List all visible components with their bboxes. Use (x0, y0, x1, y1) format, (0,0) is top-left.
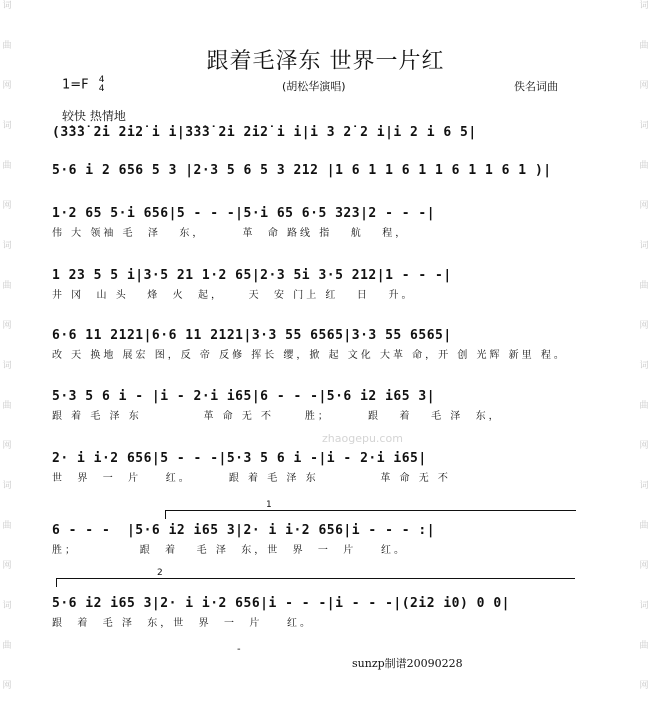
edge-watermark-text: 曲 (639, 41, 649, 51)
song-title: 跟着毛泽东 世界一片红 (206, 49, 445, 74)
edge-watermark-text: 网 (2, 441, 12, 451)
tempo-marking: 较快 热情地 (62, 109, 126, 123)
edge-watermark-text: 曲 (639, 401, 649, 411)
edge-watermark-text: 词 (2, 1, 12, 11)
right-watermark-strip (637, 0, 651, 707)
time-signature (99, 76, 105, 94)
first-ending-number: 1 (266, 500, 272, 510)
lyrics-line: 井 冈 山 头 烽 火 起， 天 安 门上 红 日 升。 (52, 290, 415, 301)
edge-watermark-text: 词 (2, 121, 12, 131)
score-row-8 (52, 522, 582, 558)
score-row-3 (52, 205, 582, 241)
score-row-1 (52, 124, 582, 160)
edge-watermark-text: 曲 (2, 281, 12, 291)
edge-watermark-text: 词 (639, 481, 649, 491)
notes-line: 6 - - - |5·6 i2 i65 3|2· i i·2 656|i - - - :| (52, 523, 436, 538)
notes-line: 5·6 i2 i65 3|2· i i·2 656|i - - -|i - - -|(2i2 i0) 0 0| (52, 596, 510, 611)
notes-line: 1 23 5 5 i|3·5 21 1·2 65|2·3 5i 3·5 212|1 - - -| (52, 268, 452, 283)
lyrics-line: 改 天 换地 展宏 图，反 帝 反修 挥长 缨，掀 起 文化 大革 命，开 创 光辉 新里 程。 (52, 350, 567, 361)
score-row-2 (52, 162, 582, 198)
edge-watermark-text: 曲 (2, 641, 12, 651)
score-row-7 (52, 450, 582, 486)
edge-watermark-text: 网 (639, 81, 649, 91)
edge-watermark-text: 网 (2, 681, 12, 691)
score-row-9 (52, 595, 582, 631)
edge-watermark-text: 曲 (2, 41, 12, 51)
second-ending-number: 2 (157, 568, 163, 578)
edge-watermark-text: 曲 (639, 281, 649, 291)
lyrics-line (52, 184, 582, 198)
transcriber-footer: sunzp制谱20090228 (352, 657, 463, 670)
edge-watermark-text: 曲 (639, 641, 649, 651)
edge-watermark-text: 曲 (2, 401, 12, 411)
center-watermark: zhaogepu.com (322, 432, 403, 445)
singer-credit: (胡松华演唱) (282, 80, 346, 93)
edge-watermark-text: 曲 (2, 161, 12, 171)
score-row-4 (52, 267, 582, 303)
notes-line: 2· i i·2 656|5 - - -|5·3 5 6 i -|i - 2·i i65| (52, 451, 427, 466)
edge-watermark-text: 词 (639, 361, 649, 371)
score-row-5 (52, 327, 582, 363)
notes-line: 5·6 i 2 656 5 3 |2·3 5 6 5 3 212 |1 6 1 1 6 1 1 6 1 1 6 1 )| (52, 163, 552, 178)
notes-line: (3̇3̇3̇ 2̇i 2̇i2̇ i i|3̇3̇3̇ 2̇i 2̇i2̇ i i|i 3 2̇ 2 i|i 2 i 6 5| (52, 125, 477, 140)
edge-watermark-text: 曲 (639, 161, 649, 171)
notes-line: 5·3 5 6 i - |i - 2·i i65|6 - - -|5·6 i2 i65 3| (52, 389, 436, 404)
edge-watermark-text: 网 (639, 441, 649, 451)
edge-watermark-text: 词 (2, 481, 12, 491)
edge-watermark-text: 网 (639, 681, 649, 691)
lyrics-line: 世 界 一 片 红。 跟 着 毛 泽 东 革 命 无 不 (52, 473, 451, 484)
edge-watermark-text: 词 (639, 121, 649, 131)
lyrics-line: 跟 着 毛 泽 东 革 命 无 不 胜； 跟 着 毛 泽 东， (52, 411, 502, 422)
edge-watermark-text: 词 (639, 601, 649, 611)
lyrics-line: 伟 大 领袖 毛 泽 东， 革 命 路线 指 航 程， (52, 228, 409, 239)
edge-watermark-text: 词 (2, 241, 12, 251)
edge-watermark-text: 词 (639, 1, 649, 11)
edge-watermark-text: 网 (639, 201, 649, 211)
score-row-6 (52, 388, 582, 424)
first-ending-bracket (165, 500, 576, 519)
lyrics-line: 胜； 跟 着 毛 泽 东，世 界 一 片 红。 (52, 545, 408, 556)
time-sig-top: 4 (98, 75, 105, 85)
edge-watermark-text: 网 (2, 561, 12, 571)
time-sig-bottom: 4 (98, 84, 105, 94)
edge-watermark-text: 网 (2, 81, 12, 91)
lyrics-line (52, 146, 582, 160)
edge-watermark-text: 网 (2, 321, 12, 331)
key-label: 1=F (62, 77, 89, 93)
second-ending-bracket (56, 568, 575, 587)
left-watermark-strip (0, 0, 14, 707)
edge-watermark-text: 词 (2, 601, 12, 611)
edge-watermark-text: 网 (639, 561, 649, 571)
notes-line: 1·2 65 5·i 656|5 - - -|5·i 65 6·5 323|2 - - -| (52, 206, 436, 221)
lyrics-line: 跟 着 毛 泽 东，世 界 一 片 红。 (52, 618, 314, 629)
edge-watermark-text: 网 (2, 201, 12, 211)
composer-credit: 佚名词曲 (514, 80, 558, 93)
key-signature (62, 76, 105, 94)
edge-watermark-text: 词 (2, 361, 12, 371)
edge-watermark-text: 曲 (639, 521, 649, 531)
edge-watermark-text: 曲 (2, 521, 12, 531)
page-dash: - (237, 644, 241, 655)
edge-watermark-text: 网 (639, 321, 649, 331)
edge-watermark-text: 词 (639, 241, 649, 251)
notes-line: 6·6 11 2121|6·6 11 2121|3·3 55 6565|3·3 55 6565| (52, 328, 452, 343)
